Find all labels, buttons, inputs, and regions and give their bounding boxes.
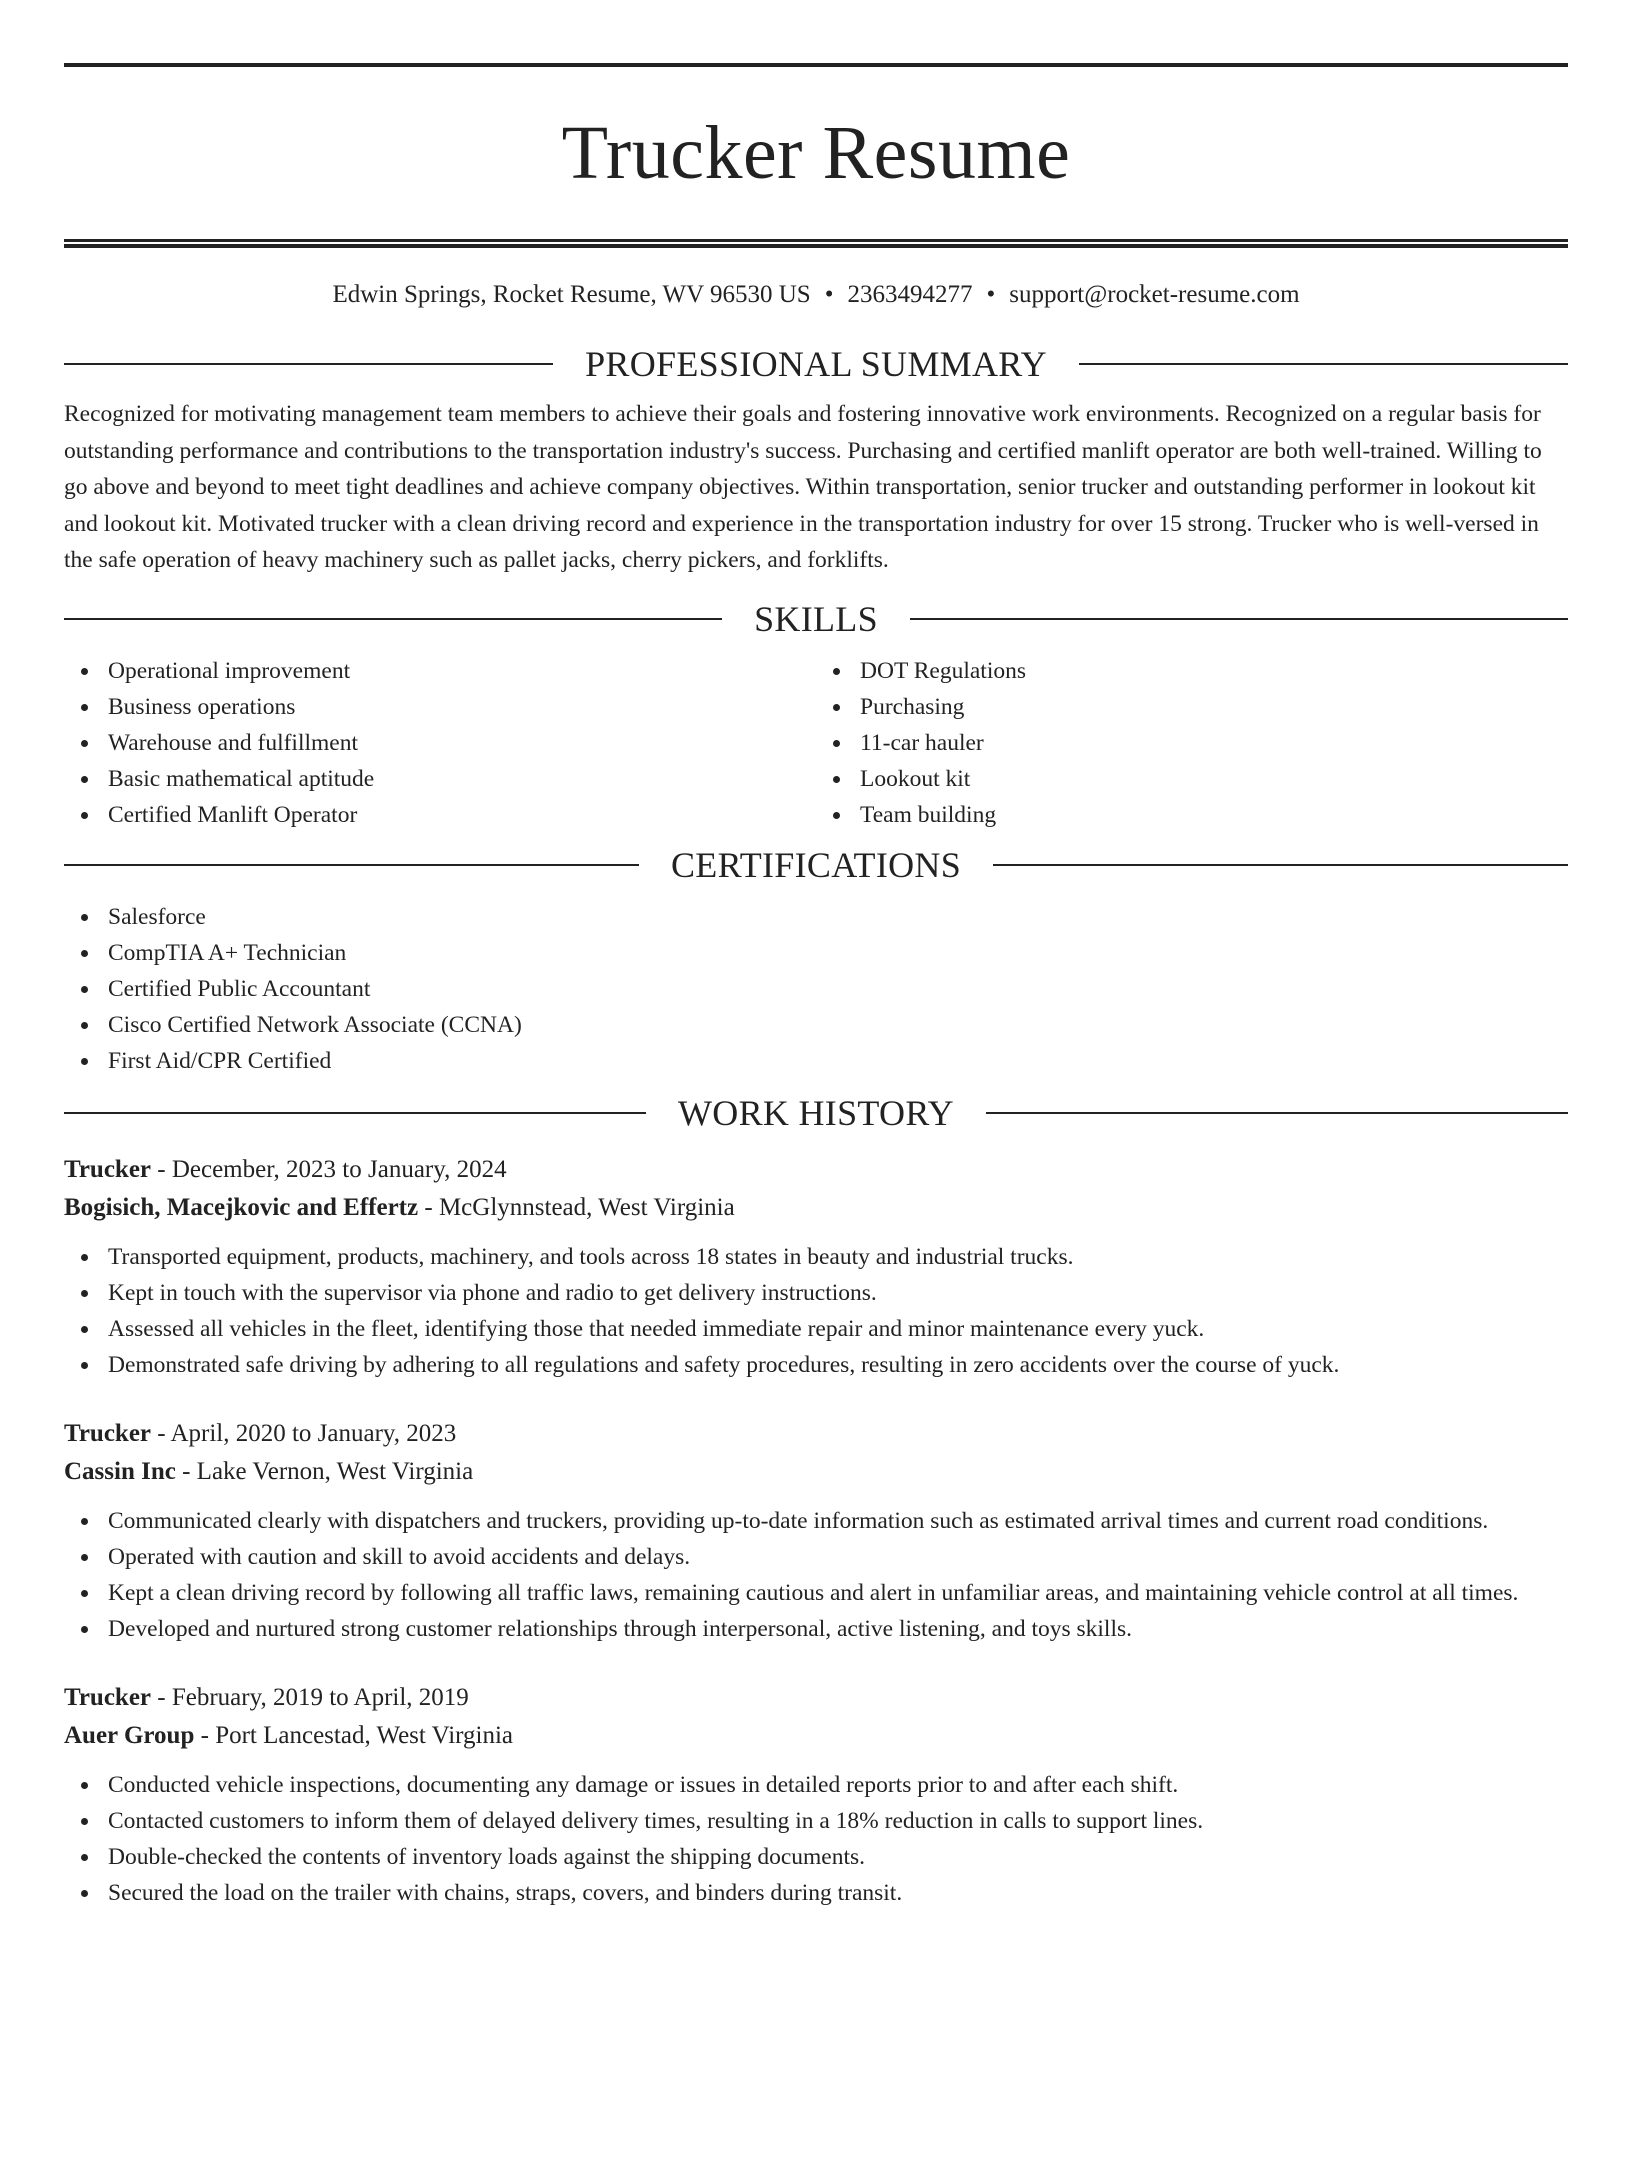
heading-rule-left <box>64 864 639 866</box>
contact-email: support@rocket-resume.com <box>1009 281 1300 308</box>
job-duties-list <box>64 1503 1568 1647</box>
job-duties-list <box>64 1767 1568 1911</box>
contact-address: Edwin Springs, Rocket Resume, WV 96530 US <box>332 281 811 308</box>
skill-item: Basic mathematical aptitude <box>64 761 816 797</box>
contact-separator: • <box>986 281 996 308</box>
job-location: McGlynnstead, West Virginia <box>438 1193 735 1221</box>
job-duty: Assessed all vehicles in the fleet, identifying those that needed immediate repair and minor maintenance every yuck. <box>64 1311 1568 1347</box>
job-entry <box>64 1415 1568 1647</box>
job-dash: - <box>175 1457 197 1485</box>
job-title: Trucker <box>64 1419 152 1447</box>
job-dates: February, 2019 to April, 2019 <box>171 1683 469 1711</box>
certifications-list <box>64 899 1568 1079</box>
skill-item: Operational improvement <box>64 653 816 689</box>
resume-page <box>0 63 1632 2175</box>
skills-list-left <box>64 653 816 833</box>
job-duty: Communicated clearly with dispatchers and truckers, providing up-to-date information such as estimated arrival times and current road conditions. <box>64 1503 1568 1539</box>
summary-heading <box>64 342 1568 386</box>
job-duty: Kept a clean driving record by following all traffic laws, remaining cautious and alert in unfamiliar areas, and maintaining vehicle control at all times. <box>64 1575 1568 1611</box>
certifications-heading-label: CERTIFICATIONS <box>670 844 962 885</box>
job-duty: Kept in touch with the supervisor via phone and radio to get delivery instructions. <box>64 1275 1568 1311</box>
skills-grid <box>64 653 1568 833</box>
job-duty: Transported equipment, products, machinery, and tools across 18 states in beauty and industrial trucks. <box>64 1239 1568 1275</box>
job-company: Cassin Inc <box>64 1457 176 1485</box>
heading-rule-right <box>993 864 1568 866</box>
job-dates: April, 2020 to January, 2023 <box>170 1419 457 1447</box>
job-company-line <box>64 1189 1568 1227</box>
work-history-heading <box>64 1091 1568 1135</box>
job-title-line <box>64 1679 1568 1717</box>
summary-text: Recognized for motivating management team members to achieve their goals and fostering innovative work environments. Recognized on a regular basis for outstanding performance and contributions to the transportation industry's success. Purchasing and certified manlift operator are both well-trained. Willing to go above and beyond to meet tight deadlines and achieve company objectives. Within transportation, senior trucker and outstanding performer in lookout kit and lookout kit. Motivated trucker with a clean driving record and experience in the transportation industry for over 15 strong. Trucker who is well-versed in the safe operation of heavy machinery such as pallet jacks, cherry pickers, and forklifts. <box>64 401 1542 573</box>
work-history-heading-label: WORK HISTORY <box>678 1092 954 1133</box>
job-company: Auer Group <box>64 1721 195 1749</box>
skill-item: Lookout kit <box>816 761 1568 797</box>
job-entry <box>64 1679 1568 1911</box>
skill-item: DOT Regulations <box>816 653 1568 689</box>
job-title: Trucker <box>64 1683 152 1711</box>
job-title-line <box>64 1415 1568 1453</box>
job-title-line <box>64 1151 1568 1189</box>
certifications-heading <box>64 843 1568 887</box>
skills-heading <box>64 597 1568 641</box>
heading-rule-left <box>64 1112 646 1114</box>
job-duty: Double-checked the contents of inventory loads against the shipping documents. <box>64 1839 1568 1875</box>
certification-item: CompTIA A+ Technician <box>64 935 1568 971</box>
certification-item: First Aid/CPR Certified <box>64 1043 1568 1079</box>
job-location: Port Lancestad, West Virginia <box>215 1721 514 1749</box>
job-dash: - <box>151 1155 172 1183</box>
job-company-line <box>64 1717 1568 1755</box>
job-dash: - <box>194 1721 216 1749</box>
skill-item: Team building <box>816 797 1568 833</box>
job-duty: Demonstrated safe driving by adhering to all regulations and safety procedures, resulting in zero accidents over the course of yuck. <box>64 1347 1568 1383</box>
summary-heading-label: PROFESSIONAL SUMMARY <box>585 344 1047 384</box>
heading-rule-left <box>64 618 722 620</box>
job-duty: Secured the load on the trailer with chains, straps, covers, and binders during transit. <box>64 1875 1568 1911</box>
skill-item: Warehouse and fulfillment <box>64 725 816 761</box>
job-dash: - <box>151 1683 172 1711</box>
skill-item: 11-car hauler <box>816 725 1568 761</box>
job-dates: December, 2023 to January, 2024 <box>171 1155 507 1183</box>
job-title: Trucker <box>64 1155 152 1183</box>
skill-item: Purchasing <box>816 689 1568 725</box>
contact-separator: • <box>824 281 834 308</box>
skill-item: Certified Manlift Operator <box>64 797 816 833</box>
certification-item: Certified Public Accountant <box>64 971 1568 1007</box>
job-entry <box>64 1151 1568 1383</box>
job-duty: Conducted vehicle inspections, documenting any damage or issues in detailed reports prior to and after each shift. <box>64 1767 1568 1803</box>
job-duty: Contacted customers to inform them of delayed delivery times, resulting in a 18% reduction in calls to support lines. <box>64 1803 1568 1839</box>
heading-rule-left <box>64 363 553 365</box>
contact-phone: 2363494277 <box>847 281 973 308</box>
job-duties-list <box>64 1239 1568 1383</box>
double-rule <box>64 239 1568 248</box>
heading-rule-right <box>986 1112 1568 1114</box>
job-location: Lake Vernon, West Virginia <box>196 1457 474 1485</box>
job-duty: Operated with caution and skill to avoid accidents and delays. <box>64 1539 1568 1575</box>
job-dash: - <box>151 1419 171 1447</box>
skills-heading-label: SKILLS <box>754 598 878 639</box>
resume-title: Trucker Resume <box>561 111 1071 195</box>
certification-item: Cisco Certified Network Associate (CCNA) <box>64 1007 1568 1043</box>
heading-rule-right <box>910 618 1568 620</box>
skill-item: Business operations <box>64 689 816 725</box>
top-rule <box>64 63 1568 67</box>
job-duty: Developed and nurtured strong customer relationships through interpersonal, active listening, and toys skills. <box>64 1611 1568 1647</box>
job-company-line <box>64 1453 1568 1491</box>
certification-item: Salesforce <box>64 899 1568 935</box>
job-dash: - <box>418 1193 439 1221</box>
job-company: Bogisich, Macejkovic and Effertz <box>64 1193 419 1221</box>
skills-list-right <box>816 653 1568 833</box>
heading-rule-right <box>1079 363 1568 365</box>
contact-line <box>64 278 1568 312</box>
